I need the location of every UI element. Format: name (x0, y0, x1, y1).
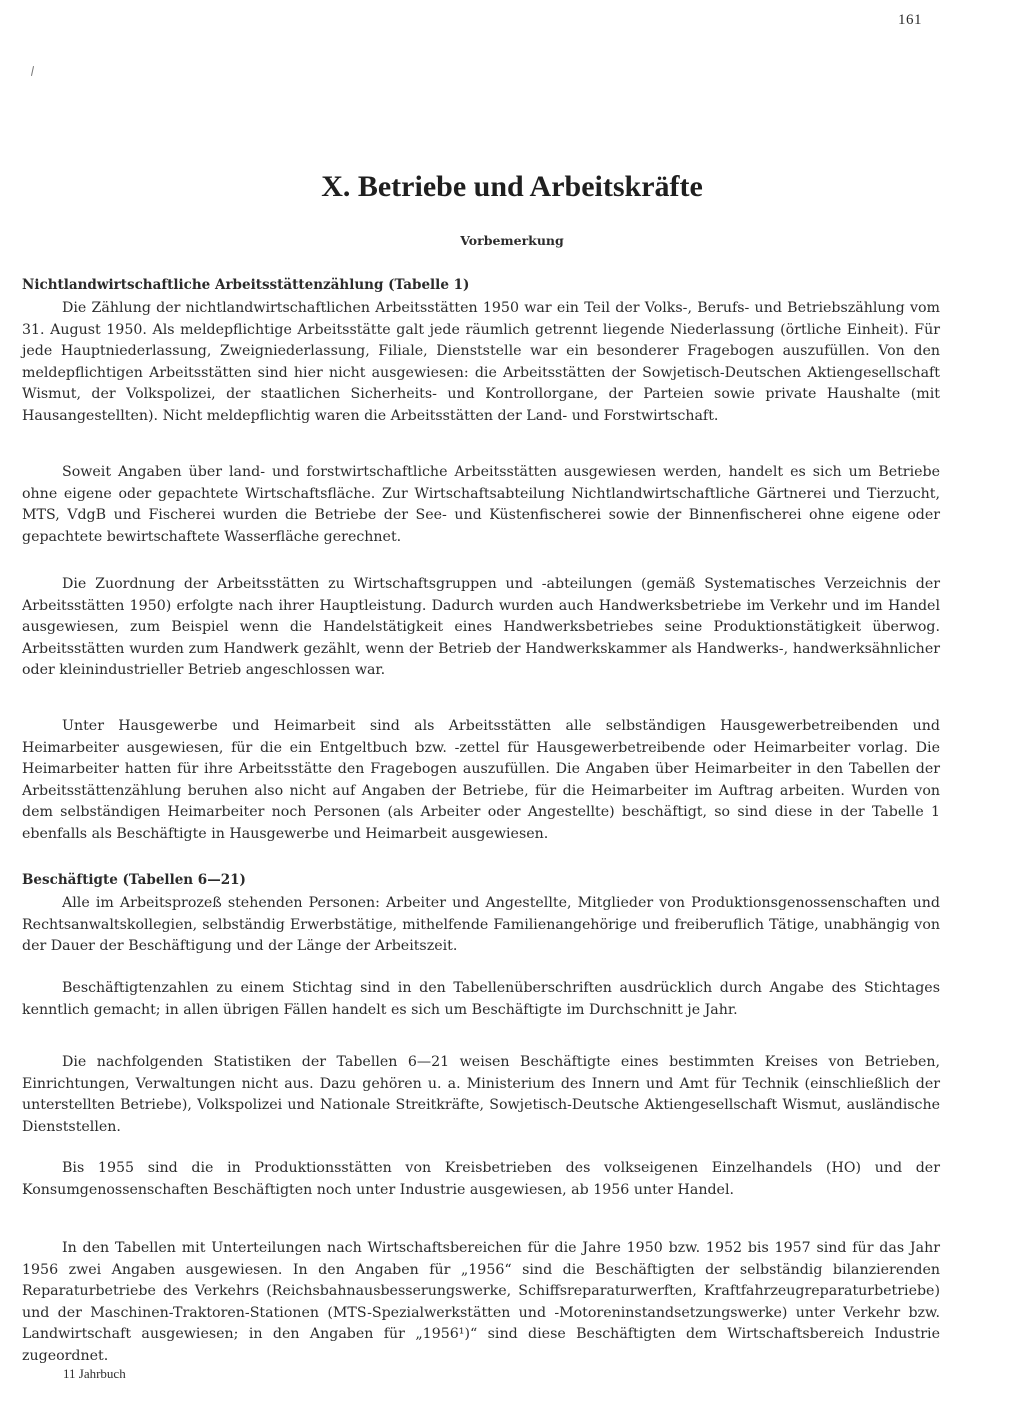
section-heading-beschaeftigte: Beschäftigte (Tabellen 6—21) (22, 872, 246, 888)
paragraph: Die Zählung der nichtlandwirtschaftlichen Arbeitsstätten 1950 war ein Teil der Volks-, Berufs- und Betriebszählung vom 31. August 1950. Als meldepflichtige Arbeitsstätte galt jede räumlich getrennt liegende Niederlassung (örtliche Einheit). Für jede Hauptniederlassung, Zweigniederlassung, Filiale, Dienststelle war ein besonderer Fragebogen auszufüllen. Von den meldepflichtigen Arbeitsstätten sind hier nicht ausgewiesen: die Arbeitsstätten der Sowjetisch-Deutschen Aktiengesellschaft Wismut, der Volkspolizei, der staatlichen Sicherheits- und Kontrollorgane, der Parteien sowie private Haushalte (mit Hausangestellten). Nicht meldepflichtig waren die Arbeitsstätten der Land- und Forstwirtschaft. (22, 300, 940, 424)
paragraph: Soweit Angaben über land- und forstwirtschaftliche Arbeitsstätten ausgewiesen werden, handelt es sich um Betriebe ohne eigene oder gepachtete Wirtschaftsfläche. Zur Wirtschaftsabteilung Nichtlandwirtschaftliche Gärtnerei und Tierzucht, MTS, VdgB und Fischerei wurden die Betriebe der See- und Küstenfischerei sowie der Binnenfischerei ohne eigene oder gepachtete bewirtschaftete Wasserfläche gerechnet. (22, 464, 940, 545)
paragraph: Bis 1955 sind die in Produktionsstätten von Kreisbetrieben des volkseigenen Einzelhandels (HO) und der Konsumgenossenschaften Beschäftigten noch unter Industrie ausgewiesen, ab 1956 unter Handel. (22, 1160, 940, 1198)
scan-mark (31, 66, 34, 76)
section-heading-arbeitsstaetten: Nichtlandwirtschaftliche Arbeitsstättenzählung (Tabelle 1) (22, 277, 470, 293)
page-number: 161 (898, 12, 922, 28)
preface-heading: Vorbemerkung (460, 233, 564, 248)
paragraph: Die nachfolgenden Statistiken der Tabellen 6—21 weisen Beschäftigte eines bestimmten Kreises von Betrieben, Einrichtungen, Verwaltungen nicht aus. Dazu gehören u. a. Ministerium des Innern und Amt für Technik (einschließlich der unterstellten Betriebe), Volkspolizei und Nationale Streitkräfte, Sowjetisch-Deutsche Aktiengesellschaft Wismut, ausländische Dienststellen. (22, 1054, 940, 1135)
footer-note: 11 Jahrbuch (63, 1366, 126, 1381)
chapter-title: X. Betriebe und Arbeitskräfte (321, 170, 703, 203)
paragraph: Beschäftigtenzahlen zu einem Stichtag sind in den Tabellenüberschriften ausdrücklich durch Angabe des Stichtages kenntlich gemacht; in allen übrigen Fällen handelt es sich um Beschäftigte im Durchschnitt je Jahr. (22, 980, 940, 1018)
paragraph: In den Tabellen mit Unterteilungen nach Wirtschaftsbereichen für die Jahre 1950 bzw. 1952 bis 1957 sind für das Jahr 1956 zwei Angaben ausgewiesen. In den Angaben für „1956“ sind die Beschäftigten der selbständig bilanzierenden Reparaturbetriebe des Verkehrs (Reichsbahnausbesserungswerke, Schiffsreparaturwerften, Kraftfahrzeugreparaturbetriebe) und der Maschinen-Traktoren-Stationen (MTS-Spezialwerkstätten und -Motoreninstandsetzungswerke) unter Verkehr bzw. Landwirtschaft ausgewiesen; in den Angaben für „1956¹)“ sind diese Beschäftigten dem Wirtschaftsbereich Industrie zugeordnet. (22, 1240, 940, 1364)
paragraph: Unter Hausgewerbe und Heimarbeit sind als Arbeitsstätten alle selbständigen Hausgewerbetreibenden und Heimarbeiter ausgewiesen, für die ein Entgeltbuch bzw. -zettel für Hausgewerbetreibende oder Heimarbeiter vorlag. Die Heimarbeiter hatten für ihre Arbeitsstätte den Fragebogen auszufüllen. Die Angaben über Heimarbeiter in den Tabellen der Arbeitsstättenzählung beruhen also nicht auf Angaben der Betriebe, für die Heimarbeiter im Auftrag arbeiten. Wurden von dem selbständigen Heimarbeiter noch Personen (als Arbeiter oder Angestellte) beschäftigt, so sind diese in der Tabelle 1 ebenfalls als Beschäftigte in Hausgewerbe und Heimarbeit ausgewiesen. (22, 718, 940, 842)
paragraph: Die Zuordnung der Arbeitsstätten zu Wirtschaftsgruppen und -abteilungen (gemäß Systematisches Verzeichnis der Arbeitsstätten 1950) erfolgte nach ihrer Hauptleistung. Dadurch wurden auch Handwerksbetriebe im Verkehr und im Handel ausgewiesen, zum Beispiel wenn die Handelstätigkeit eines Handwerksbetriebes seine Produktionstätigkeit überwog. Arbeitsstätten wurden zum Handwerk gezählt, wenn der Betrieb der Handwerkskammer als Handwerks-, handwerksähnlicher oder kleinindustrieller Betrieb angeschlossen war. (22, 576, 940, 678)
paragraph: Alle im Arbeitsprozeß stehenden Personen: Arbeiter und Angestellte, Mitglieder von Produktionsgenossenschaften und Rechtsanwaltskollegien, selbständig Erwerbstätige, mithelfende Familienangehörige und freiberuflich Tätige, unabhängig von der Dauer der Beschäftigung und der Länge der Arbeitszeit. (22, 895, 940, 954)
